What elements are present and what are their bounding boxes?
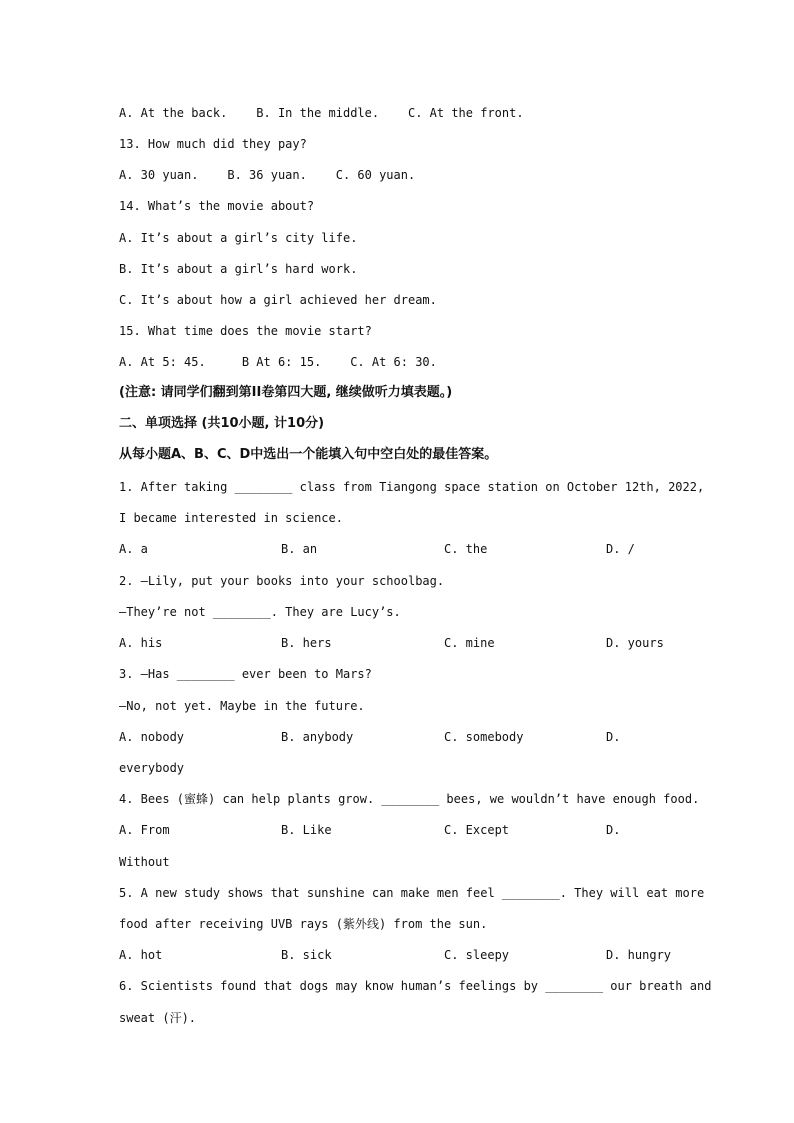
q13-options: A. 30 yuan. B. 36 yuan. C. 60 yuan. bbox=[119, 168, 416, 182]
q1-option-a: A. a bbox=[119, 542, 148, 556]
q1-stem-line2: I became interested in science. bbox=[119, 511, 343, 525]
q5-option-c: C. sleepy bbox=[444, 948, 510, 962]
q6-stem-line2: sweat (汗). bbox=[119, 1011, 197, 1025]
q2-stem-line2: —They’re not ________. They are Lucy’s. bbox=[119, 605, 401, 619]
q12-options: A. At the back. B. In the middle. C. At the front. bbox=[119, 106, 524, 120]
q2-option-a: A. his bbox=[119, 636, 163, 650]
q14-option-a: A. It’s about a girl’s city life. bbox=[119, 231, 358, 245]
q15-stem: 15. What time does the movie start? bbox=[119, 324, 372, 338]
q2-option-b: B. hers bbox=[281, 636, 332, 650]
q5-option-d: D. hungry bbox=[606, 948, 672, 962]
q3-stem-line1: 3. —Has ________ ever been to Mars? bbox=[119, 667, 372, 681]
q5-option-a: A. hot bbox=[119, 948, 163, 962]
q4-option-a: A. From bbox=[119, 823, 170, 837]
q3-option-c: C. somebody bbox=[444, 730, 524, 744]
q4-stem-line1: 4. Bees (蜜蜂) can help plants grow. ________ bees, we wouldn’t have enough food. bbox=[119, 792, 700, 806]
q3-option-a: A. nobody bbox=[119, 730, 185, 744]
q2-option-d: D. yours bbox=[606, 636, 664, 650]
q6-stem-line1: 6. Scientists found that dogs may know human’s feelings by ________ our breath and bbox=[119, 979, 712, 993]
q1-option-b: B. an bbox=[281, 542, 318, 556]
q3-option-b: B. anybody bbox=[281, 730, 354, 744]
section-heading: 二、单项选择 (共10小题, 计10分) bbox=[119, 416, 325, 431]
q4-option-b: B. Like bbox=[281, 823, 332, 837]
section-instruction: 从每小题A、B、C、D中选出一个能填入句中空白处的最佳答案。 bbox=[119, 447, 498, 462]
q3-stem-line2: —No, not yet. Maybe in the future. bbox=[119, 699, 365, 713]
q1-option-d: D. / bbox=[606, 542, 635, 556]
q1-option-c: C. the bbox=[444, 542, 488, 556]
q1-stem-line1: 1. After taking ________ class from Tiangong space station on October 12th, 2022, bbox=[119, 480, 705, 494]
q15-options: A. At 5: 45. B At 6: 15. C. At 6: 30. bbox=[119, 355, 437, 369]
q5-stem-line2: food after receiving UVB rays (紫外线) from the sun. bbox=[119, 917, 488, 931]
q4-option-d: D. bbox=[606, 823, 621, 837]
q2-option-c: C. mine bbox=[444, 636, 495, 650]
q3-option-d-wrap: everybody bbox=[119, 761, 185, 775]
q13-stem: 13. How much did they pay? bbox=[119, 137, 307, 151]
q14-option-c: C. It’s about how a girl achieved her dream. bbox=[119, 293, 437, 307]
q14-option-b: B. It’s about a girl’s hard work. bbox=[119, 262, 358, 276]
q2-stem-line1: 2. —Lily, put your books into your schoolbag. bbox=[119, 574, 445, 588]
note-turn-page: (注意: 请同学们翻到第II卷第四大题, 继续做听力填表题。) bbox=[119, 385, 453, 400]
q3-option-d: D. bbox=[606, 730, 621, 744]
q5-option-b: B. sick bbox=[281, 948, 332, 962]
q4-option-d-wrap: Without bbox=[119, 855, 170, 869]
q4-option-c: C. Except bbox=[444, 823, 510, 837]
q5-stem-line1: 5. A new study shows that sunshine can make men feel ________. They will eat more bbox=[119, 886, 705, 900]
q14-stem: 14. What’s the movie about? bbox=[119, 199, 315, 213]
